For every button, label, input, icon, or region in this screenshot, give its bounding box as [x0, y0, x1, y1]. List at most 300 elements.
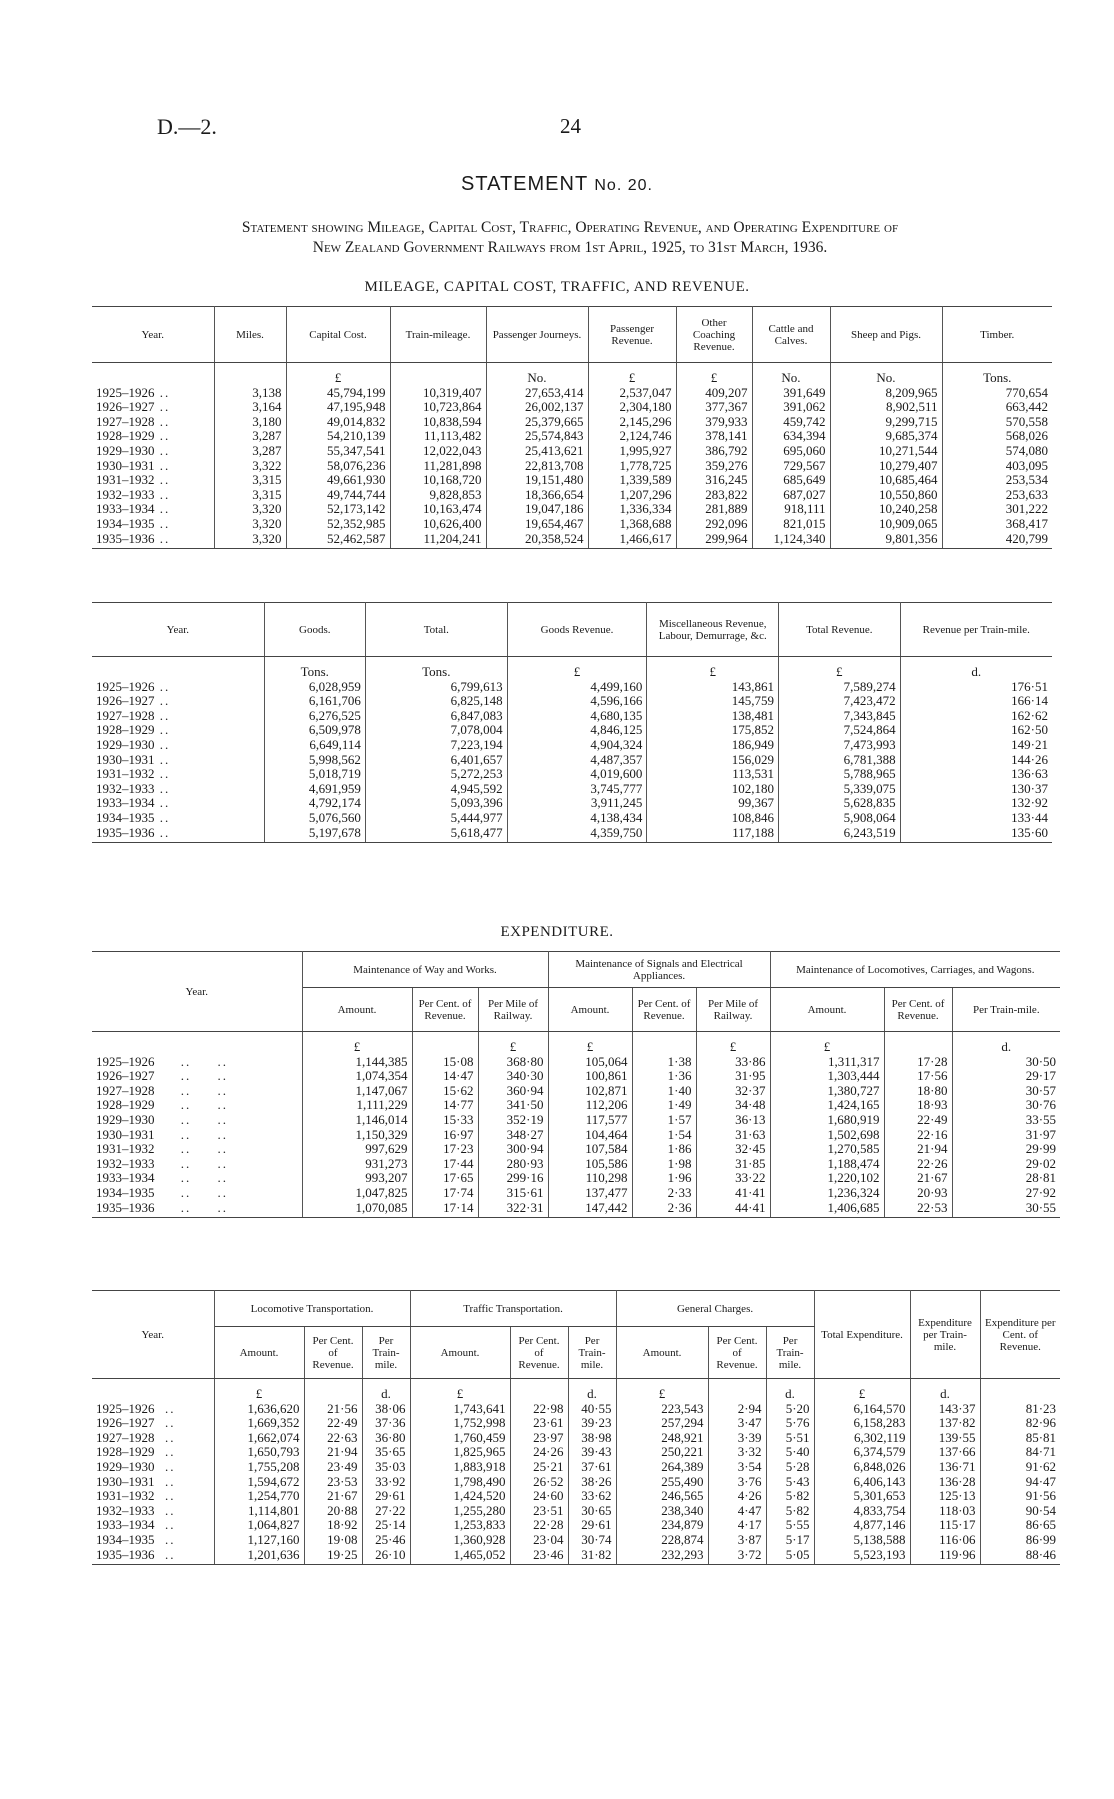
value-cell: 316,245 — [676, 473, 752, 488]
value-cell: 232,293 — [616, 1548, 708, 1565]
unit-label: d. — [568, 1379, 616, 1402]
year-cell: 1927–1928 .. .. — [92, 1084, 302, 1099]
value-cell: 4·26 — [708, 1489, 766, 1504]
value-cell: 1,465,052 — [410, 1548, 510, 1565]
value-cell: 27,653,414 — [486, 386, 588, 401]
leader-dots: .. .. — [154, 1142, 228, 1157]
year-cell: 1932–1933 .. — [92, 782, 264, 797]
value-cell: 21·67 — [304, 1489, 362, 1504]
unit-label: £ — [770, 1032, 884, 1055]
value-cell: 5,788,965 — [779, 767, 901, 782]
unit-label: £ — [676, 363, 752, 386]
year-cell: 1930–1931 .. — [92, 753, 264, 768]
table1-units-row — [92, 363, 1052, 386]
leader-dots: .. — [154, 443, 171, 458]
value-cell: 10,240,258 — [830, 502, 942, 517]
value-cell: 115·17 — [910, 1518, 980, 1533]
year-cell: 1926–1927 .. .. — [92, 1069, 302, 1084]
value-cell: 391,649 — [752, 386, 830, 401]
value-cell: 149·21 — [1011, 737, 1048, 752]
value-cell: 19,151,480 — [486, 473, 588, 488]
table3-row — [92, 1128, 1060, 1143]
value-cell: 55,347,541 — [286, 444, 390, 459]
value-cell: 5·40 — [766, 1445, 814, 1460]
value-cell: 25·21 — [510, 1460, 568, 1475]
table4-subheader-7: Per Cent. of Revenue. — [708, 1327, 766, 1379]
leader-dots: .. — [154, 723, 171, 738]
value-cell: 11,204,241 — [390, 532, 486, 549]
value-cell: 246,565 — [616, 1489, 708, 1504]
value-cell: 19·08 — [304, 1533, 362, 1548]
value-cell: 368,417 — [1005, 516, 1048, 531]
value-cell: 162·62 — [1011, 708, 1048, 723]
table3-group-header-1: Maintenance of Signals and Electrical Appliances. — [548, 952, 770, 988]
value-cell: 34·48 — [696, 1098, 770, 1113]
value-cell: 91·62 — [1025, 1459, 1057, 1474]
value-cell: 9,828,853 — [390, 488, 486, 503]
value-cell: 145,759 — [647, 694, 779, 709]
value-cell: 386,792 — [676, 444, 752, 459]
value-cell: 116·06 — [910, 1533, 980, 1548]
table2-row — [92, 782, 1052, 797]
table2-row — [92, 796, 1052, 811]
value-cell: 110,298 — [548, 1171, 632, 1186]
table4-units-row — [92, 1379, 1060, 1402]
value-cell: 52,462,587 — [286, 532, 390, 549]
value-cell: 9,685,374 — [830, 429, 942, 444]
value-cell: 4,359,750 — [507, 826, 647, 843]
value-cell: 117,188 — [647, 826, 779, 843]
unit-label: £ — [647, 657, 779, 680]
unit-label: £ — [696, 1032, 770, 1055]
value-cell: 10,685,464 — [830, 473, 942, 488]
value-cell: 49,661,930 — [286, 473, 390, 488]
value-cell: 143,861 — [647, 680, 779, 695]
leader-dots: .. — [154, 502, 171, 517]
value-cell: 1,760,459 — [410, 1431, 510, 1446]
value-cell: 663,442 — [1005, 400, 1048, 415]
value-cell: 3,287 — [214, 444, 286, 459]
value-cell: 2,304,180 — [588, 400, 676, 415]
table3-subheader-3: Amount. — [548, 988, 632, 1032]
value-cell: 1,070,085 — [302, 1201, 412, 1218]
year-cell: 1926–1927 .. — [92, 1416, 214, 1431]
unit-label: £ — [588, 363, 676, 386]
table3-subheader-1: Per Cent. of Revenue. — [412, 988, 478, 1032]
value-cell: 8,902,511 — [830, 400, 942, 415]
value-cell: 359,276 — [676, 459, 752, 474]
value-cell: 1·57 — [632, 1113, 696, 1128]
leader-dots: .. — [154, 1518, 176, 1533]
leader-dots: .. .. — [154, 1112, 228, 1127]
value-cell: 8,209,965 — [830, 386, 942, 401]
value-cell: 10,550,860 — [830, 488, 942, 503]
value-cell: 1·98 — [632, 1157, 696, 1172]
value-cell: 166·14 — [1011, 694, 1048, 709]
table2-row — [92, 738, 1052, 753]
value-cell: 4,596,166 — [507, 694, 647, 709]
value-cell: 5,197,678 — [264, 826, 365, 843]
table1-row — [92, 532, 1052, 549]
value-cell: 29·61 — [362, 1489, 410, 1504]
value-cell: 17·74 — [412, 1186, 478, 1201]
value-cell: 9,801,356 — [830, 532, 942, 549]
table3-row — [92, 1201, 1060, 1218]
value-cell: 86·99 — [1025, 1532, 1057, 1547]
value-cell: 4,833,754 — [814, 1504, 910, 1519]
year-cell: 1927–1928 .. — [92, 709, 264, 724]
value-cell: 18·93 — [884, 1098, 952, 1113]
value-cell: 54,210,139 — [286, 429, 390, 444]
value-cell: 105,064 — [548, 1055, 632, 1070]
value-cell: 1,047,825 — [302, 1186, 412, 1201]
table1-row — [92, 400, 1052, 415]
value-cell: 1,188,474 — [770, 1157, 884, 1172]
value-cell: 1,662,074 — [214, 1431, 304, 1446]
year-cell: 1925–1926 .. .. — [92, 1055, 302, 1070]
leader-dots: .. — [154, 1489, 176, 1504]
value-cell: 30·57 — [1025, 1083, 1057, 1098]
table4-row — [92, 1460, 1060, 1475]
value-cell: 33·92 — [362, 1475, 410, 1490]
value-cell: 1,424,165 — [770, 1098, 884, 1113]
unit-label: d. — [362, 1379, 410, 1402]
leader-dots: .. — [154, 781, 171, 796]
value-cell: 1,254,770 — [214, 1489, 304, 1504]
value-cell: 49,014,832 — [286, 415, 390, 430]
leader-dots: .. .. — [154, 1054, 228, 1069]
value-cell: 137·66 — [910, 1445, 980, 1460]
table4-year-header: Year. — [92, 1291, 214, 1379]
maintenance-expenditure-table — [92, 951, 1060, 1218]
table2-header-0: Year. — [92, 603, 264, 657]
table1-header-5: Passenger Revenue. — [588, 307, 676, 363]
year-cell: 1925–1926 .. — [92, 1402, 214, 1417]
value-cell: 31·97 — [1025, 1127, 1057, 1142]
value-cell: 368·80 — [478, 1055, 548, 1070]
value-cell: 5·76 — [766, 1416, 814, 1431]
value-cell: 118·03 — [910, 1504, 980, 1519]
leader-dots: .. .. — [154, 1069, 228, 1084]
value-cell: 29·99 — [1025, 1142, 1057, 1157]
value-cell: 31·63 — [696, 1128, 770, 1143]
value-cell: 39·43 — [568, 1445, 616, 1460]
year-cell: 1931–1932 .. — [92, 473, 214, 488]
value-cell: 5·05 — [766, 1548, 814, 1565]
value-cell: 695,060 — [752, 444, 830, 459]
value-cell: 137·82 — [910, 1416, 980, 1431]
table3-subheader-0: Amount. — [302, 988, 412, 1032]
value-cell: 391,062 — [752, 400, 830, 415]
unit-label: No. — [752, 363, 830, 386]
value-cell: 5·43 — [766, 1475, 814, 1490]
value-cell: 5·28 — [766, 1460, 814, 1475]
value-cell: 3,911,245 — [507, 796, 647, 811]
value-cell: 918,111 — [752, 502, 830, 517]
table1-header-2: Capital Cost. — [286, 307, 390, 363]
value-cell: 24·26 — [510, 1445, 568, 1460]
value-cell: 3·47 — [708, 1416, 766, 1431]
value-cell: 18·80 — [884, 1084, 952, 1099]
value-cell: 27·92 — [1025, 1185, 1057, 1200]
year-cell: 1929–1930 .. — [92, 444, 214, 459]
value-cell: 257,294 — [616, 1416, 708, 1431]
value-cell: 14·47 — [412, 1069, 478, 1084]
value-cell: 22·16 — [884, 1128, 952, 1143]
value-cell: 136·28 — [910, 1475, 980, 1490]
value-cell: 3·32 — [708, 1445, 766, 1460]
table1-header-6: Other Coaching Revenue. — [676, 307, 752, 363]
value-cell: 3,322 — [214, 459, 286, 474]
value-cell: 19·25 — [304, 1548, 362, 1565]
value-cell: 253,633 — [1005, 487, 1048, 502]
year-cell: 1929–1930 .. — [92, 738, 264, 753]
table4-subheader-6: Amount. — [616, 1327, 708, 1379]
table4-row — [92, 1504, 1060, 1519]
value-cell: 82·96 — [1025, 1416, 1057, 1431]
unit-label: d. — [1001, 1039, 1012, 1054]
value-cell: 26,002,137 — [486, 400, 588, 415]
year-cell: 1932–1933 .. — [92, 1504, 214, 1519]
value-cell: 17·28 — [884, 1055, 952, 1070]
table4-row — [92, 1475, 1060, 1490]
value-cell: 17·65 — [412, 1171, 478, 1186]
value-cell: 40·55 — [568, 1402, 616, 1417]
value-cell: 22·28 — [510, 1518, 568, 1533]
value-cell: 100,861 — [548, 1069, 632, 1084]
value-cell: 348·27 — [478, 1128, 548, 1143]
value-cell: 15·62 — [412, 1084, 478, 1099]
year-cell: 1934–1935 .. — [92, 811, 264, 826]
value-cell: 360·94 — [478, 1084, 548, 1099]
value-cell: 5,628,835 — [779, 796, 901, 811]
value-cell: 33·62 — [568, 1489, 616, 1504]
value-cell: 33·86 — [696, 1055, 770, 1070]
value-cell: 3,315 — [214, 473, 286, 488]
leader-dots: .. — [154, 694, 171, 709]
value-cell: 931,273 — [302, 1157, 412, 1172]
unit-label: £ — [410, 1379, 510, 1402]
value-cell: 1,502,698 — [770, 1128, 884, 1143]
value-cell: 6,401,657 — [365, 753, 507, 768]
value-cell: 352·19 — [478, 1113, 548, 1128]
value-cell: 29·02 — [1025, 1156, 1057, 1171]
unit-label: £ — [286, 363, 390, 386]
table3-year-header: Year. — [92, 952, 302, 1032]
value-cell: 5,076,560 — [264, 811, 365, 826]
table4-subheader-5: Per Train-mile. — [568, 1327, 616, 1379]
value-cell: 378,141 — [676, 429, 752, 444]
value-cell: 6,028,959 — [264, 680, 365, 695]
year-cell: 1935–1936 .. .. — [92, 1201, 302, 1218]
value-cell: 238,340 — [616, 1504, 708, 1519]
unit-label — [92, 1379, 214, 1402]
table4-row — [92, 1533, 1060, 1548]
value-cell: 86·65 — [1025, 1518, 1057, 1533]
value-cell: 377,367 — [676, 400, 752, 415]
value-cell: 281,889 — [676, 502, 752, 517]
value-cell: 6,406,143 — [814, 1475, 910, 1490]
table1-header-7: Cattle and Calves. — [752, 307, 830, 363]
value-cell: 4,877,146 — [814, 1518, 910, 1533]
table1-row — [92, 502, 1052, 517]
table3-subheader-2: Per Mile of Railway. — [478, 988, 548, 1032]
value-cell: 25,574,843 — [486, 429, 588, 444]
leader-dots: .. — [154, 1416, 176, 1431]
value-cell: 31·95 — [696, 1069, 770, 1084]
value-cell: 26·10 — [362, 1548, 410, 1565]
value-cell: 770,654 — [1005, 385, 1048, 400]
value-cell: 24·60 — [510, 1489, 568, 1504]
value-cell: 30·55 — [952, 1201, 1060, 1218]
value-cell: 10,279,407 — [830, 459, 942, 474]
table3-subheader-5: Per Mile of Railway. — [696, 988, 770, 1032]
value-cell: 5·82 — [766, 1504, 814, 1519]
year-cell: 1935–1936 .. — [92, 826, 264, 843]
leader-dots: .. .. — [154, 1200, 228, 1215]
value-cell: 18·92 — [304, 1518, 362, 1533]
table4-extra-header-1: Expenditure per Train-mile. — [910, 1291, 980, 1379]
value-cell: 1,594,672 — [214, 1475, 304, 1490]
value-cell: 10,723,864 — [390, 400, 486, 415]
value-cell: 3·72 — [708, 1548, 766, 1565]
value-cell: 143·37 — [910, 1402, 980, 1417]
value-cell: 4·47 — [708, 1504, 766, 1519]
value-cell: 5·17 — [766, 1533, 814, 1548]
value-cell: 5,018,719 — [264, 767, 365, 782]
value-cell: 5,138,588 — [814, 1533, 910, 1548]
value-cell: 4,499,160 — [507, 680, 647, 695]
value-cell: 133·44 — [1011, 810, 1048, 825]
value-cell: 299·16 — [478, 1171, 548, 1186]
value-cell: 1,825,965 — [410, 1445, 510, 1460]
year-cell: 1928–1929 .. — [92, 723, 264, 738]
value-cell: 22·53 — [884, 1201, 952, 1218]
year-cell: 1925–1926 .. — [92, 680, 264, 695]
value-cell: 5,908,064 — [779, 811, 901, 826]
revenue-table — [92, 602, 1052, 843]
unit-label: £ — [214, 1379, 304, 1402]
table2-row — [92, 826, 1052, 843]
leader-dots: .. — [154, 737, 171, 752]
value-cell: 47,195,948 — [286, 400, 390, 415]
value-cell: 107,584 — [548, 1142, 632, 1157]
table2-header-2: Total. — [365, 603, 507, 657]
value-cell: 5·55 — [766, 1518, 814, 1533]
value-cell: 90·54 — [1025, 1503, 1057, 1518]
value-cell: 22,813,708 — [486, 459, 588, 474]
value-cell: 23·97 — [510, 1431, 568, 1446]
value-cell: 1,380,727 — [770, 1084, 884, 1099]
value-cell: 18,366,654 — [486, 488, 588, 503]
value-cell: 102,180 — [647, 782, 779, 797]
unit-label: Tons. — [983, 370, 1012, 385]
value-cell: 1·96 — [632, 1171, 696, 1186]
unit-label — [92, 1032, 302, 1055]
value-cell: 117,577 — [548, 1113, 632, 1128]
unit-label — [510, 1379, 568, 1402]
leader-dots: .. — [154, 487, 171, 502]
year-cell: 1934–1935 .. — [92, 517, 214, 532]
table2-header-4: Miscellaneous Revenue, Labour, Demurrage, &c. — [647, 603, 779, 657]
value-cell: 403,095 — [1005, 458, 1048, 473]
table3-group-header-0: Maintenance of Way and Works. — [302, 952, 548, 988]
leader-dots: .. — [154, 385, 171, 400]
value-cell: 228,874 — [616, 1533, 708, 1548]
table3-units-row — [92, 1032, 1060, 1055]
value-cell: 36·13 — [696, 1113, 770, 1128]
table3-group-header-2: Maintenance of Locomotives, Carriages, and Wagons. — [770, 952, 1060, 988]
value-cell: 300·94 — [478, 1142, 548, 1157]
unit-label — [632, 1032, 696, 1055]
leader-dots: .. — [154, 473, 171, 488]
value-cell: 102,871 — [548, 1084, 632, 1099]
value-cell: 35·03 — [362, 1460, 410, 1475]
value-cell: 52,352,985 — [286, 517, 390, 532]
table3-subheader-7: Per Cent. of Revenue. — [884, 988, 952, 1032]
value-cell: 36·80 — [362, 1431, 410, 1446]
value-cell: 5,339,075 — [779, 782, 901, 797]
value-cell: 23·04 — [510, 1533, 568, 1548]
value-cell: 41·41 — [696, 1186, 770, 1201]
value-cell: 5,301,653 — [814, 1489, 910, 1504]
value-cell: 84·71 — [1025, 1445, 1057, 1460]
value-cell: 6,374,579 — [814, 1445, 910, 1460]
value-cell: 997,629 — [302, 1142, 412, 1157]
value-cell: 10,319,407 — [390, 386, 486, 401]
table2-row — [92, 680, 1052, 695]
value-cell: 28·81 — [1025, 1171, 1057, 1186]
value-cell: 3·87 — [708, 1533, 766, 1548]
value-cell: 23·46 — [510, 1548, 568, 1565]
value-cell: 7,223,194 — [365, 738, 507, 753]
year-cell: 1933–1934 .. .. — [92, 1171, 302, 1186]
table1-header-9: Timber. — [942, 307, 1052, 363]
value-cell: 255,490 — [616, 1475, 708, 1490]
value-cell: 112,206 — [548, 1098, 632, 1113]
unit-label: £ — [548, 1032, 632, 1055]
table3-row — [92, 1186, 1060, 1201]
value-cell: 1,201,636 — [214, 1548, 304, 1565]
table2-row — [92, 811, 1052, 826]
value-cell: 22·49 — [884, 1113, 952, 1128]
value-cell: 6,276,525 — [264, 709, 365, 724]
table4-row — [92, 1445, 1060, 1460]
value-cell: 37·36 — [362, 1416, 410, 1431]
year-cell: 1932–1933 .. — [92, 488, 214, 503]
value-cell: 85·81 — [1025, 1430, 1057, 1445]
value-cell: 3,180 — [214, 415, 286, 430]
value-cell: 1·38 — [632, 1055, 696, 1070]
value-cell: 49,744,744 — [286, 488, 390, 503]
value-cell: 1,752,998 — [410, 1416, 510, 1431]
value-cell: 11,113,482 — [390, 429, 486, 444]
year-cell: 1931–1932 .. — [92, 1489, 214, 1504]
value-cell: 292,096 — [676, 517, 752, 532]
value-cell: 1,798,490 — [410, 1475, 510, 1490]
value-cell: 685,649 — [752, 473, 830, 488]
value-cell: 91·56 — [1025, 1489, 1057, 1504]
value-cell: 162·50 — [1011, 723, 1048, 738]
leader-dots: .. .. — [154, 1185, 228, 1200]
value-cell: 3,164 — [214, 400, 286, 415]
value-cell: 14·77 — [412, 1098, 478, 1113]
table3-row — [92, 1098, 1060, 1113]
value-cell: 1,220,102 — [770, 1171, 884, 1186]
value-cell: 1,255,280 — [410, 1504, 510, 1519]
value-cell: 1,114,801 — [214, 1504, 304, 1519]
table4-subheader-1: Per Cent. of Revenue. — [304, 1327, 362, 1379]
